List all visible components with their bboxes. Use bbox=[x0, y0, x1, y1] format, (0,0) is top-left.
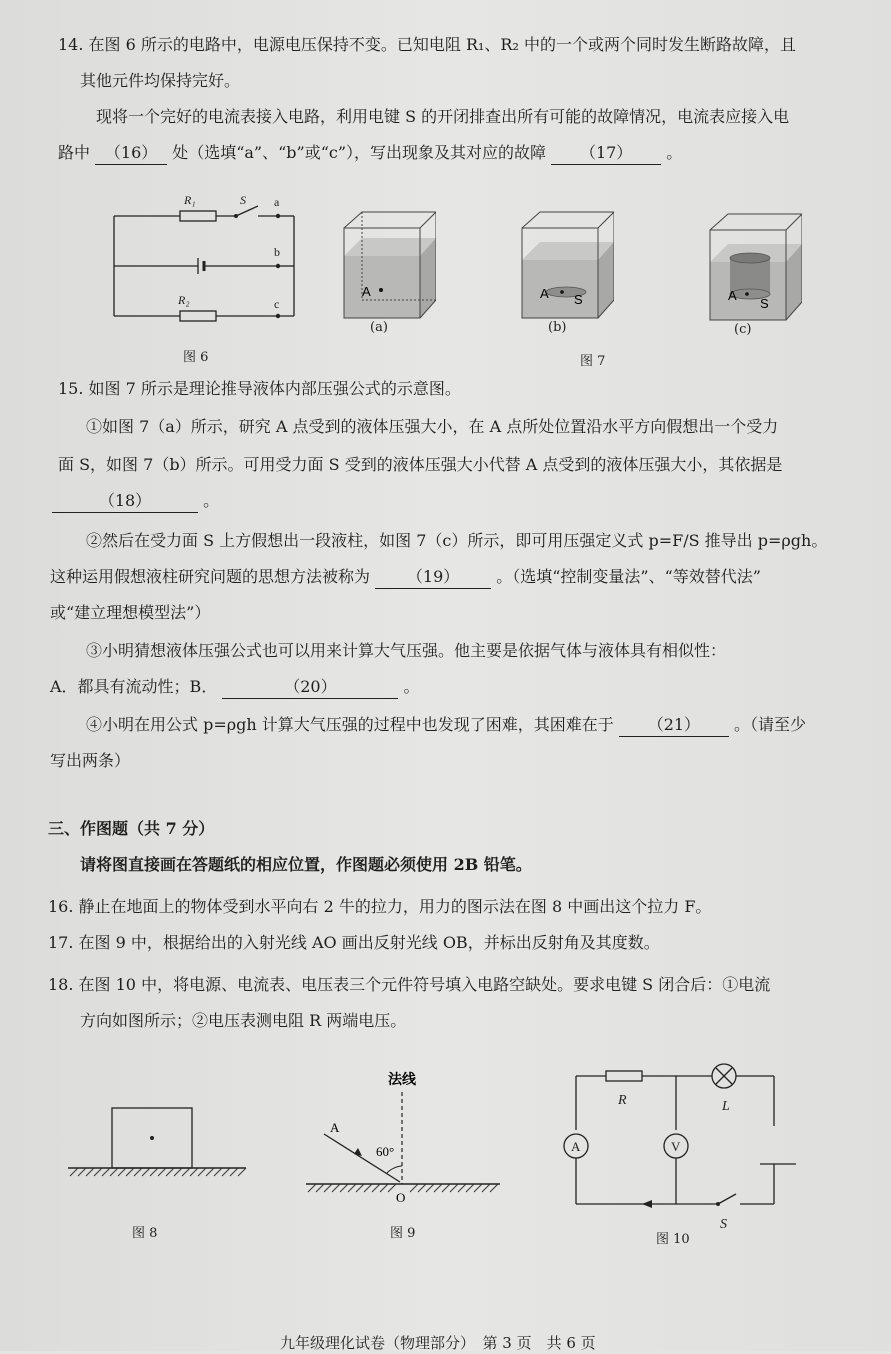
voltmeter-letter: V bbox=[671, 1139, 681, 1154]
q15-text: 。（请至少 bbox=[733, 715, 806, 734]
figure-6-caption: 图 6 bbox=[183, 350, 209, 365]
page-footer: 九年级理化试卷（物理部分） 第 3 页 共 6 页 bbox=[280, 1334, 596, 1352]
center-point bbox=[150, 1136, 154, 1140]
resistor-r bbox=[606, 1071, 642, 1081]
q15-line9 bbox=[50, 676, 420, 699]
q15-text: A．都具有流动性；B． bbox=[50, 677, 218, 696]
angle-label: 60° bbox=[376, 1144, 395, 1159]
point-o-label: O bbox=[396, 1190, 406, 1204]
q15-line3: 面 S，如图 7（b）所示。可用受力面 S 受到的液体压强大小代替 A 点受到的液体压强大小，其依据是 bbox=[58, 455, 783, 474]
q18-line2: 方向如图所示；②电压表测电阻 R 两端电压。 bbox=[80, 1011, 407, 1030]
q14-line4 bbox=[58, 142, 682, 165]
q14-text: 。 bbox=[666, 143, 683, 162]
answer-blank-16[interactable]: （16） bbox=[95, 142, 167, 165]
figure-8-block[interactable] bbox=[66, 1100, 256, 1190]
figure-7c-caption: (c) bbox=[734, 322, 752, 337]
q14-line3: 现将一个完好的电流表接入电路，利用电键 S 的开闭排查出所有可能的故障情况，电流表应接入电 bbox=[96, 107, 790, 126]
q16-text: 16. 静止在地面上的物体受到水平向右 2 牛的拉力，用力的图示法在图 8 中画出这个拉力 F。 bbox=[48, 897, 712, 916]
normal-label: 法线 bbox=[388, 1072, 416, 1088]
q15-line1: 15. 如图 7 所示是理论推导液体内部压强公式的示意图。 bbox=[58, 379, 461, 398]
label-a: A bbox=[330, 1120, 340, 1135]
current-direction-arrow bbox=[642, 1200, 652, 1208]
q14-line1: 14. 在图 6 所示的电路中，电源电压保持不变。已知电阻 R₁、R₂ 中的一个或两个同时发生断路故障，且 bbox=[58, 35, 796, 54]
figure-9-reflection[interactable] bbox=[300, 1064, 510, 1204]
point-a-label: A bbox=[728, 288, 737, 303]
figure-7-caption: 图 7 bbox=[580, 354, 606, 369]
point-a-label: A bbox=[362, 284, 371, 299]
figure-7a-caption: (a) bbox=[370, 320, 388, 335]
figure-7b-container bbox=[514, 208, 614, 338]
answer-blank-18[interactable]: （18） bbox=[52, 490, 198, 513]
q18-line1: 18. 在图 10 中，将电源、电流表、电压表三个元件符号填入电路空缺处。要求电键 S 闭合后：①电流 bbox=[48, 975, 771, 994]
section-title: 三、作图题（共 7 分） bbox=[48, 819, 215, 838]
q14-text: 处（选填“a”、“b”或“c”），写出现象及其对应的故障 bbox=[172, 143, 547, 162]
q15-line7: 或“建立理想模型法”） bbox=[50, 603, 211, 622]
label-c: c bbox=[274, 297, 280, 311]
ammeter-letter: A bbox=[571, 1139, 581, 1154]
switch-label: S bbox=[240, 193, 246, 207]
label-r: R bbox=[618, 1093, 627, 1108]
q14-line2: 其他元件均保持完好。 bbox=[80, 71, 241, 90]
q15-text: 。 bbox=[203, 491, 220, 510]
q15-line10 bbox=[86, 714, 806, 737]
label-b: b bbox=[274, 245, 280, 259]
figure-8-caption: 图 8 bbox=[132, 1226, 158, 1241]
terminal-c bbox=[276, 314, 280, 318]
q15-text: 这种运用假想液柱研究问题的思想方法被称为 bbox=[50, 567, 371, 586]
r2-label: R₂ bbox=[178, 293, 190, 307]
figure-10-circuit[interactable] bbox=[556, 1060, 806, 1230]
figure-6-circuit bbox=[108, 186, 308, 366]
ground-hatch bbox=[70, 1168, 246, 1176]
answer-blank-19[interactable]: （19） bbox=[375, 566, 491, 589]
q15-line8: ③小明猜想液体压强公式也可以用来计算大气压强。他主要是依据气体与液体具有相似性： bbox=[86, 641, 727, 660]
q14-text: 路中 bbox=[58, 143, 91, 162]
r1-label: R₁ bbox=[184, 193, 196, 207]
terminal-a bbox=[276, 214, 280, 218]
label-s: S bbox=[720, 1217, 727, 1230]
figure-7a-container bbox=[336, 208, 436, 338]
point-a-label: A bbox=[540, 286, 549, 301]
figure-7c-container bbox=[702, 210, 802, 340]
switch-contact bbox=[234, 214, 238, 218]
q15-line2: ①如图 7（a）所示，研究 A 点受到的液体压强大小，在 A 点所处位置沿水平方向假想出一个受力 bbox=[86, 417, 779, 436]
q15-text: 。 bbox=[403, 677, 420, 696]
section-note: 请将图直接画在答题纸的相应位置，作图题必须使用 2B 铅笔。 bbox=[80, 855, 532, 874]
q17-text: 17. 在图 9 中，根据给出的入射光线 AO 画出反射光线 OB，并标出反射角及其度数。 bbox=[48, 933, 660, 952]
label-l: L bbox=[722, 1099, 730, 1114]
figure-7b-caption: (b) bbox=[548, 320, 567, 335]
terminal-b bbox=[276, 264, 280, 268]
figure-10-caption: 图 10 bbox=[656, 1232, 690, 1247]
answer-blank-21[interactable]: （21） bbox=[619, 714, 729, 737]
answer-blank-20[interactable]: （20） bbox=[222, 676, 398, 699]
q15-text: 。（选填“控制变量法”、“等效替代法” bbox=[496, 567, 761, 586]
switch-s bbox=[718, 1194, 736, 1204]
q15-line5: ②然后在受力面 S 上方假想出一段液柱，如图 7（c）所示，即可用压强定义式 p=F/S 推导出 p=ρgh。 bbox=[86, 531, 828, 550]
figure-9-caption: 图 9 bbox=[390, 1226, 416, 1241]
answer-blank-17[interactable]: （17） bbox=[551, 142, 661, 165]
q15-text: ④小明在用公式 p=ρgh 计算大气压强的过程中也发现了困难，其困难在于 bbox=[86, 715, 614, 734]
label-a: a bbox=[274, 195, 280, 209]
q15-line11: 写出两条） bbox=[50, 751, 131, 770]
q15-line4 bbox=[52, 490, 219, 513]
q15-line6 bbox=[50, 566, 761, 589]
surface-s-label: S bbox=[574, 292, 583, 307]
surface-s-label: S bbox=[760, 296, 769, 311]
